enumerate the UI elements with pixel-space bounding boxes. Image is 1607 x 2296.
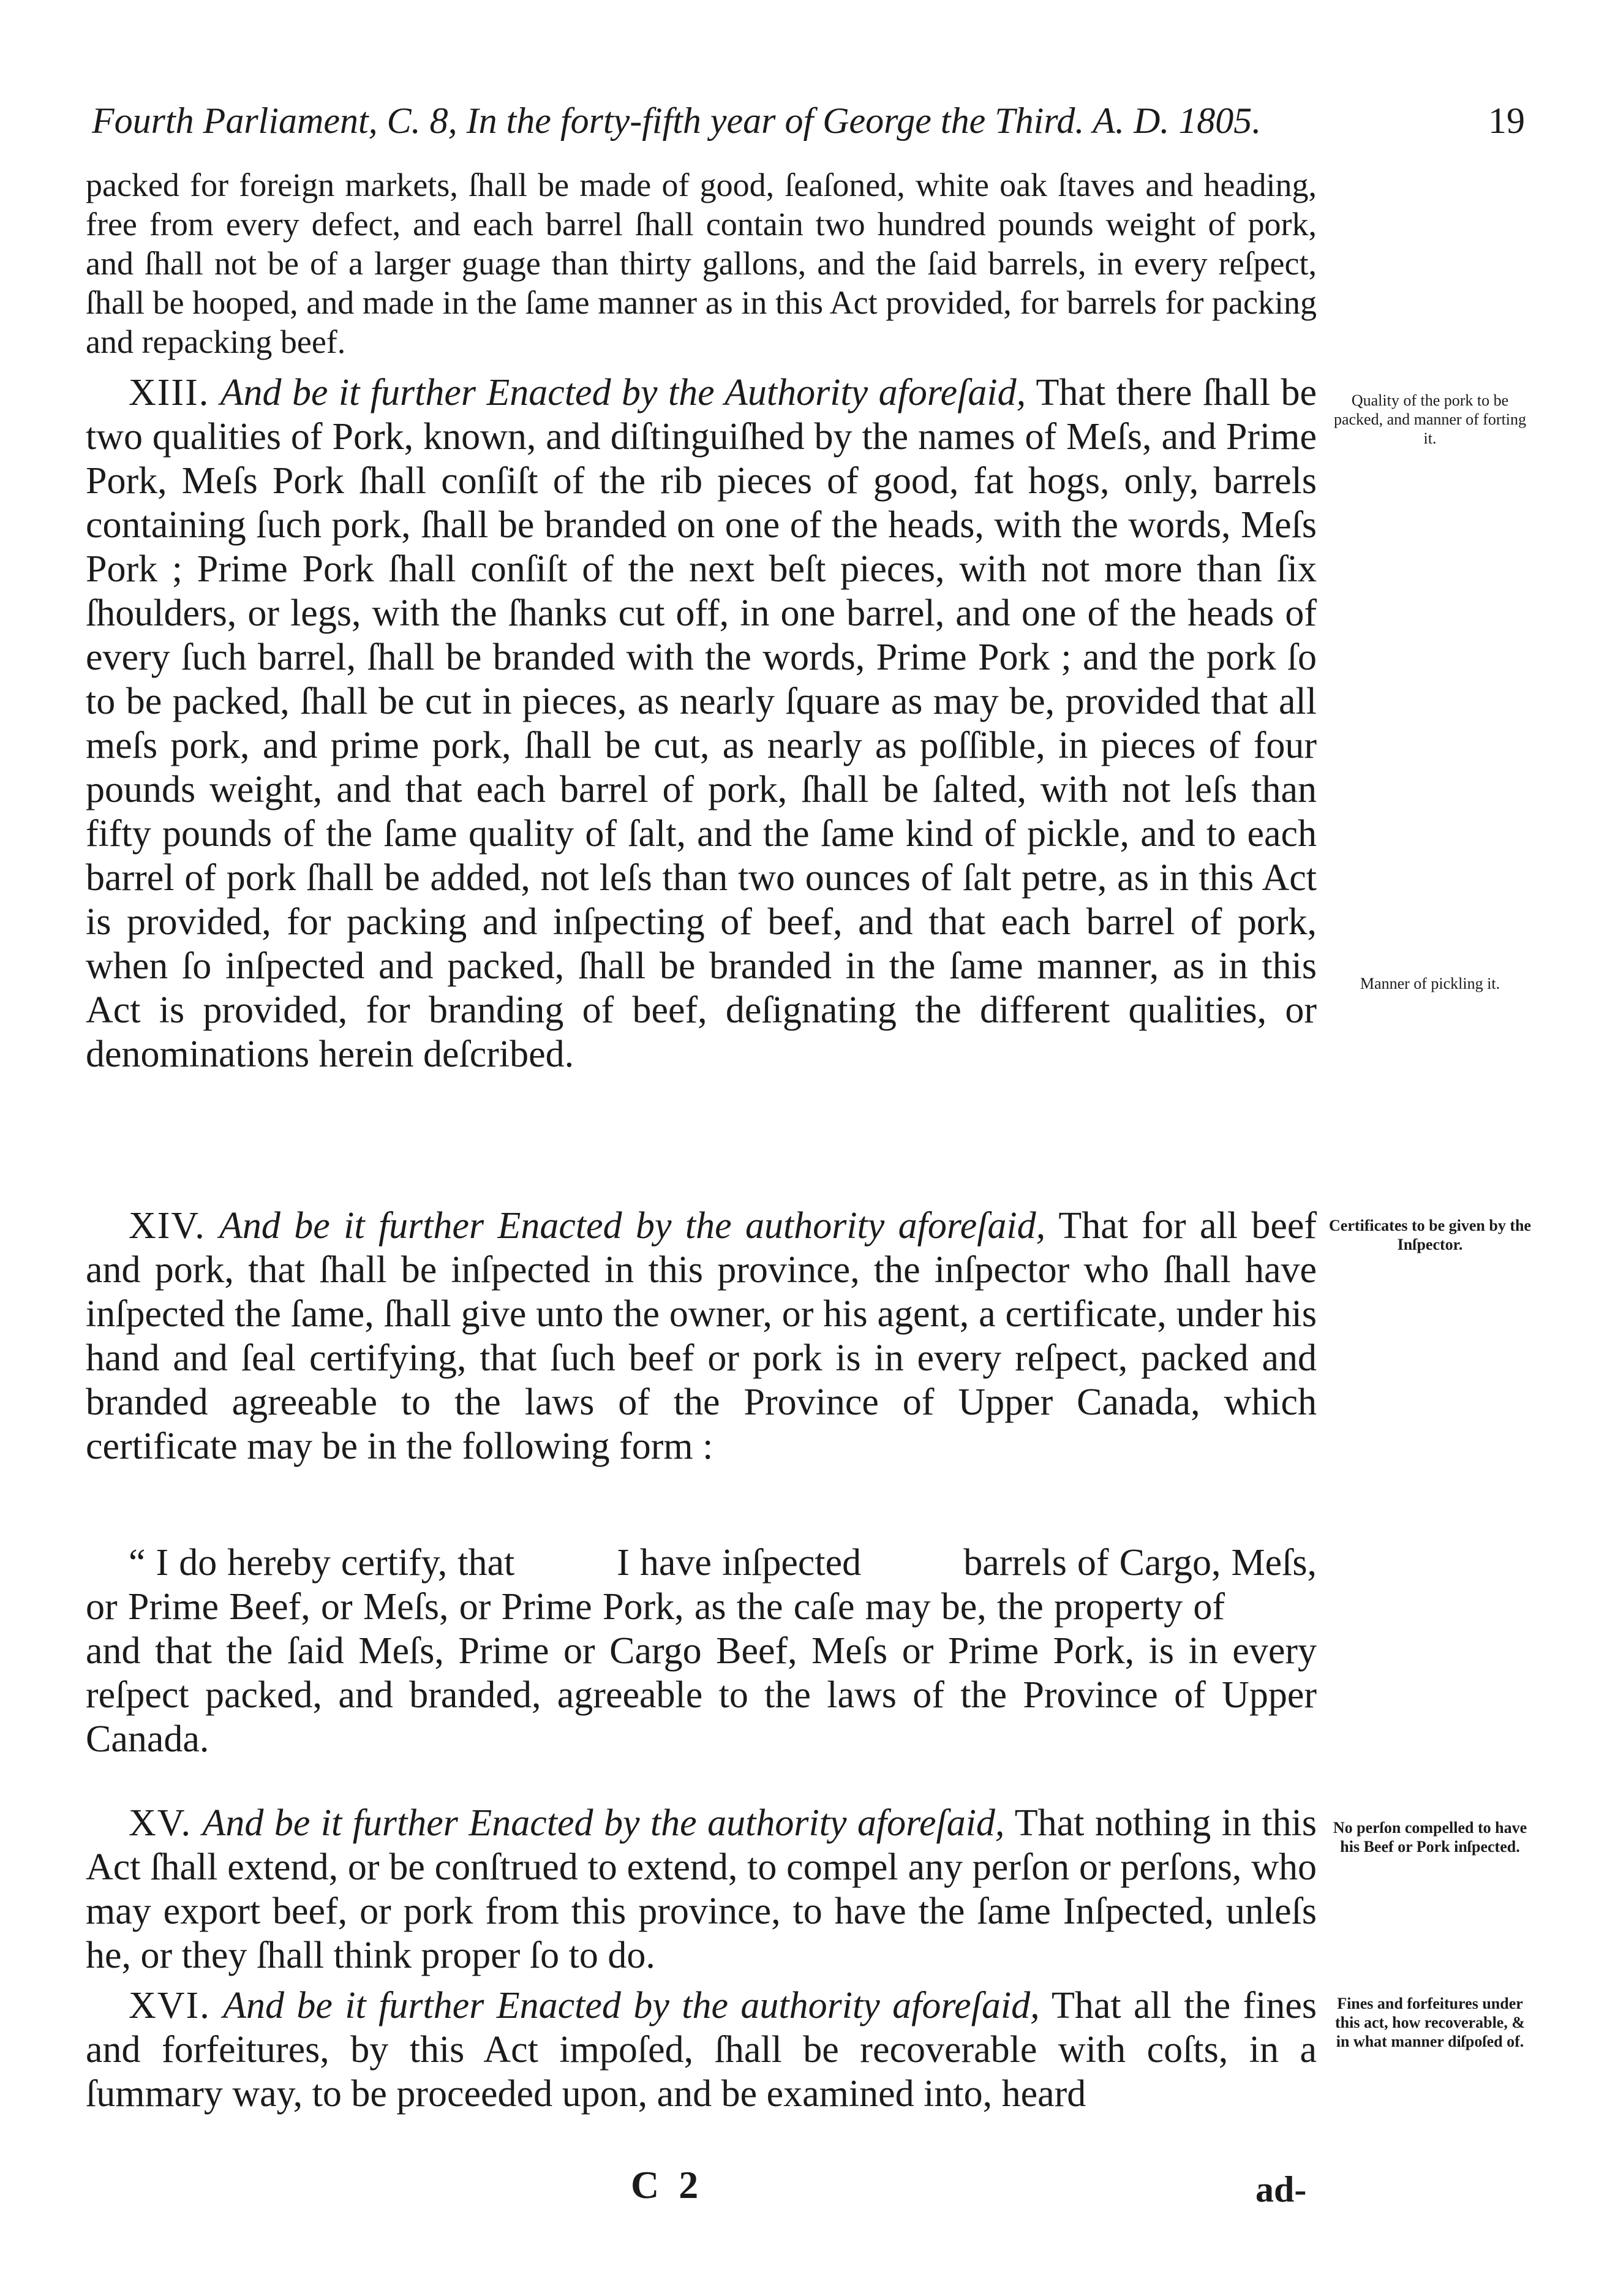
running-header <box>92 93 1525 148</box>
section-text: That there ſhall be two qualities of Pork, known, and diſtinguiſhed by the names of Meſs, and Prime Pork, Meſs Pork ſhall conſiſt of the rib pieces of good, fat hogs, only, barrels containing ſuch pork, ſhall be branded on one of the heads, with the words, Meſs Pork ; Prime Pork ſhall conſiſt of the next beſt pieces, with not more than ſix ſhoulders, or legs, with the ſhanks cut off, in one barrel, and one of the heads of every ſuch barrel, ſhall be branded with the words, Prime Pork ; and the pork ſo to be packed, ſhall be cut in pieces, as nearly ſquare as may be, provided that all meſs pork, and prime pork, ſhall be cut, as nearly as poſſible, in pieces of four pounds weight, and that each barrel of pork, ſhall be ſalted, with not leſs than fifty pounds of the ſame quality of ſalt, and the ſame kind of pickle, and to each barrel of pork ſhall be added, not leſs than two ounces of ſalt petre, as in this Act is provided, for packing and inſpecting of beef, and that each barrel of pork, when ſo inſpected and packed, ſhall be branded in the ſame manner, as in this Act is provided, for branding of beef, deſignating the different qualities, or denominations herein deſcribed. <box>86 372 1317 1075</box>
section-paragraph <box>86 371 1317 1076</box>
section-text: That nothing in this Act ſhall extend, or be conſtrued to extend, to compel any perſon or perſons, who may export beef, or pork from this province, to have the ſame Inſpected, unleſs he, or they ſhall think proper ſo to do. <box>86 1802 1317 1976</box>
section-xiii <box>86 371 1317 1076</box>
signature-mark: C 2 <box>631 2163 704 2207</box>
margin-note: Certificates to be given by the Inſpector. <box>1329 1217 1531 1253</box>
section-paragraph <box>86 1984 1317 2116</box>
section-xvi <box>86 1984 1317 2116</box>
certificate-part: and that the ſaid Meſs, Prime or Cargo Beef, Meſs or Prime Pork, is in every reſpect packed, and branded, agreeable to the laws of the Province of Upper Canada. <box>86 1630 1317 1760</box>
section-number: XIV. <box>129 1205 206 1247</box>
section-xv <box>86 1801 1317 1977</box>
section-number: XVI. <box>129 1985 211 2026</box>
certificate-form <box>86 1541 1317 1761</box>
enacting-clause: And be it further Enacted by the Authority aforeſaid, <box>220 372 1026 414</box>
section-paragraph <box>86 1204 1317 1468</box>
paragraph-text: packed for foreign markets, ſhall be made of good, ſeaſoned, white oak ſtaves and heading, free from every defect, and each barrel ſhall contain two hundred pounds weight of pork, and ſhall not be of a larger guage than thirty gallons, and the ſaid barrels, in every reſpect, ſhall be hooped, and made in the ſame manner as in this Act provided, for barrels for packing and repacking beef. <box>86 167 1317 360</box>
section-text: That for all beef and pork, that ſhall be inſpected in this province, the inſpector who ſhall have inſpected the ſame, ſhall give unto the owner, or his agent, a certificate, under his hand and ſeal certifying, that ſuch beef or pork is in every reſpect, packed and branded agreeable to the laws of the Province of Upper Canada, which certificate may be in the following form : <box>86 1205 1317 1467</box>
margin-note: No perſon compelled to have his Beef or Pork inſpected. <box>1333 1819 1527 1856</box>
margin-note: Manner of pickling it. <box>1360 975 1500 992</box>
certificate-part: “ I do hereby certify, that <box>129 1542 515 1584</box>
enacting-clause: And be it further Enacted by the authority aforeſaid, <box>219 1205 1046 1247</box>
section-xiv <box>86 1204 1317 1468</box>
enacting-clause: And be it further Enacted by the authority aforeſaid, <box>202 1802 1005 1844</box>
paragraph-continuation <box>86 165 1317 361</box>
certificate-part: barrels of Cargo, Meſs, or Prime Beef, or Meſs, or Prime Pork, as the caſe may be, the property of <box>86 1542 1317 1628</box>
catchword: ad- <box>1255 2169 1307 2210</box>
section-text: That all the fines and forfeitures, by this Act impoſed, ſhall be recoverable with coſts, in a ſummary way, to be proceeded upon, and be examined into, heard <box>86 1985 1317 2115</box>
margin-note: Fines and forfeitures under this act, how recoverable, & in what manner diſpoſed of. <box>1334 1995 1525 2050</box>
certificate-part: I have inſpected <box>617 1542 862 1584</box>
certificate-text <box>86 1541 1317 1761</box>
enacting-clause: And be it further Enacted by the authority aforeſaid, <box>223 1985 1040 2026</box>
page-number: 19 <box>1488 100 1525 141</box>
section-paragraph <box>86 1801 1317 1977</box>
margin-note: Quality of the pork to be packed, and manner of forting it. <box>1333 391 1527 447</box>
running-title: Fourth Parliament, C. 8, In the forty-fifth year of George the Third. A. D. 1805. <box>92 100 1262 141</box>
section-number: XV. <box>129 1802 192 1844</box>
section-number: XIII. <box>129 372 210 414</box>
